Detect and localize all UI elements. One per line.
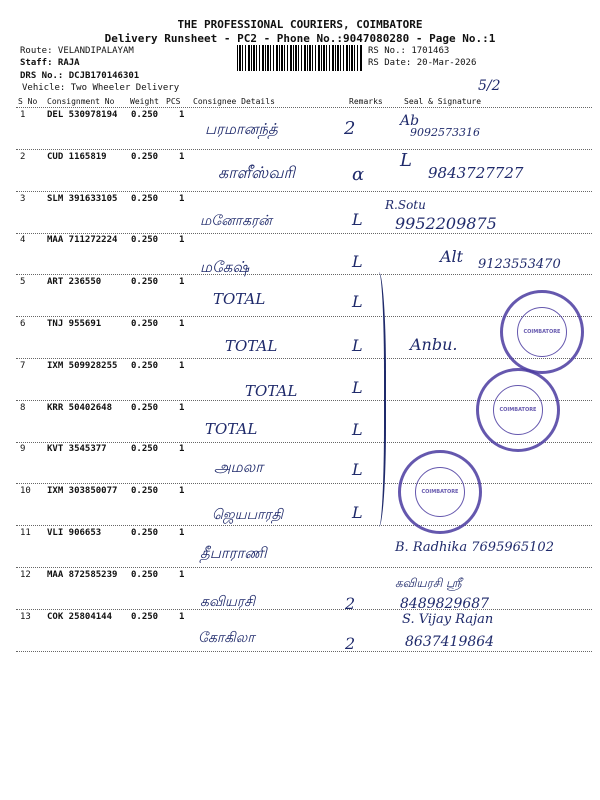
row-pcs: 1: [179, 444, 185, 454]
row-consignment-no: CUD 1165819: [47, 152, 107, 162]
rs-date: RS Date: 20-Mar-2026: [368, 58, 477, 68]
remark-10: L: [352, 503, 363, 522]
consignee-hand-5: TOTAL: [213, 290, 266, 308]
row-pcs: 1: [179, 152, 185, 162]
row-consignment-no: KRR 50402648: [47, 403, 113, 413]
vehicle-label: Vehicle: Two Wheeler Delivery: [22, 83, 180, 93]
row-weight: 0.250: [131, 528, 159, 538]
remark-1: 2: [344, 118, 356, 139]
row-pcs: 1: [179, 194, 185, 204]
handwritten-brace: [368, 272, 386, 527]
handwritten-note: 5/2: [478, 78, 501, 94]
row-sno: 11: [20, 528, 31, 538]
signature-scribble-1: Ab: [400, 113, 420, 129]
seal-inner: COIMBATORE: [517, 307, 567, 357]
seal-inner: COIMBATORE: [493, 385, 543, 435]
col-remarks: Remarks: [349, 97, 383, 106]
signature-phone-1: 9092573316: [410, 126, 480, 139]
signature-13: 8637419864: [405, 634, 495, 650]
col-consignee: Consignee Details: [193, 97, 275, 106]
consignee-hand-11: தீபாராணி: [200, 544, 267, 562]
row-pcs: 1: [179, 235, 185, 245]
row-weight: 0.250: [131, 444, 159, 454]
signature-scribble-6: Anbu.: [410, 335, 458, 354]
row-sno: 13: [20, 612, 31, 622]
company-seal-1: [500, 290, 584, 374]
company-seal-2: [476, 368, 560, 452]
signature-12: 8489829687: [400, 596, 490, 612]
row-weight: 0.250: [131, 194, 159, 204]
consignee-hand-6: TOTAL: [225, 337, 278, 355]
remark-2: α: [352, 164, 365, 185]
row-divider: [16, 274, 592, 275]
route-label: Route: VELANDIPALAYAM: [20, 46, 134, 56]
consignee-hand-1: பரமானந்த்: [205, 120, 278, 138]
header-divider: [16, 107, 592, 108]
row-divider: [16, 525, 592, 526]
row-weight: 0.250: [131, 486, 159, 496]
row-divider: [16, 233, 592, 234]
row-sno: 6: [20, 319, 26, 329]
col-sno: S No: [18, 97, 38, 106]
remark-5: L: [352, 292, 363, 311]
seal-inner: COIMBATORE: [415, 467, 465, 517]
row-sno: 3: [20, 194, 26, 204]
row-divider: [16, 358, 592, 359]
rs-number: RS No.: 1701463: [368, 46, 450, 56]
row-sno: 4: [20, 235, 26, 245]
row-divider: [16, 609, 592, 610]
row-divider: [16, 149, 592, 150]
row-pcs: 1: [179, 528, 185, 538]
signature-scribble-3: R.Sotu: [385, 198, 426, 212]
row-sno: 9: [20, 444, 26, 454]
drs-label: DRS No.: DCJB170146301: [20, 71, 140, 81]
row-consignment-no: COK 25804144: [47, 612, 113, 622]
remark-7: L: [352, 378, 363, 397]
consignee-hand-12: கவியரசி: [200, 594, 256, 610]
row-consignment-no: DEL 530978194: [47, 110, 118, 120]
row-weight: 0.250: [131, 152, 159, 162]
row-consignment-no: TNJ 955691: [47, 319, 102, 329]
signature-scribble-12: கவியரசி ஸ்ரீ: [395, 576, 462, 590]
remark-13: 2: [345, 634, 356, 653]
row-consignment-no: IXM 303850077: [47, 486, 118, 496]
row-divider: [16, 191, 592, 192]
row-weight: 0.250: [131, 277, 159, 287]
barcode: [237, 45, 363, 71]
col-weight: Weight: [130, 97, 159, 106]
row-weight: 0.250: [131, 235, 159, 245]
consignee-hand-13: கோகிலா: [198, 630, 255, 646]
row-pcs: 1: [179, 612, 185, 622]
row-sno: 10: [20, 486, 31, 496]
row-divider: [16, 651, 592, 652]
company-seal-3: [398, 450, 482, 534]
signature-scribble-2: L: [400, 150, 412, 171]
col-seal-signature: Seal & Signature: [404, 97, 482, 106]
row-pcs: 1: [179, 361, 185, 371]
company-title: THE PROFESSIONAL COURIERS, COIMBATORE: [177, 18, 423, 31]
row-weight: 0.250: [131, 612, 159, 622]
row-weight: 0.250: [131, 361, 159, 371]
row-weight: 0.250: [131, 403, 159, 413]
signature-phone-2: 9843727727: [428, 164, 524, 182]
row-sno: 7: [20, 361, 26, 371]
row-pcs: 1: [179, 110, 185, 120]
remark-9: L: [352, 460, 363, 479]
consignee-hand-9: அமலா: [214, 458, 264, 476]
row-pcs: 1: [179, 403, 185, 413]
row-consignment-no: ART 236550: [47, 277, 102, 287]
row-sno: 2: [20, 152, 26, 162]
col-pcs: PCS: [166, 97, 181, 106]
row-consignment-no: MAA 711272224: [47, 235, 118, 245]
row-pcs: 1: [179, 570, 185, 580]
signature-scribble-4: Alt: [440, 247, 464, 266]
runsheet-subtitle: Delivery Runsheet - PC2 - Phone No.:9047080280 - Page No.:1: [104, 32, 496, 45]
consignee-hand-2: காளீஸ்வரி: [218, 163, 296, 182]
row-weight: 0.250: [131, 319, 159, 329]
staff-label: Staff: RAJA: [20, 58, 80, 68]
row-divider: [16, 567, 592, 568]
remark-6: L: [352, 336, 363, 355]
signature-phone-4: 9123553470: [478, 257, 561, 272]
row-consignment-no: VLI 906653: [47, 528, 102, 538]
consignee-hand-3: மனோகரன்: [200, 213, 272, 229]
row-consignment-no: KVT 3545377: [47, 444, 107, 454]
row-divider: [16, 483, 592, 484]
row-consignment-no: MAA 872585239: [47, 570, 118, 580]
col-consignment: Consignment No: [47, 97, 115, 106]
row-pcs: 1: [179, 486, 185, 496]
signature-11: B. Radhika 7695965102: [395, 540, 554, 555]
remark-12: 2: [345, 594, 356, 613]
row-consignment-no: IXM 509928255: [47, 361, 118, 371]
row-consignment-no: SLM 391633105: [47, 194, 118, 204]
remark-8: L: [352, 420, 363, 439]
row-pcs: 1: [179, 277, 185, 287]
consignee-hand-7: TOTAL: [245, 382, 298, 400]
remark-3: L: [352, 210, 363, 229]
row-sno: 12: [20, 570, 31, 580]
signature-13-name: S. Vijay Rajan: [402, 612, 494, 627]
row-sno: 1: [20, 110, 26, 120]
row-weight: 0.250: [131, 570, 159, 580]
consignee-hand-4: மகேஷ்: [200, 258, 250, 276]
row-pcs: 1: [179, 319, 185, 329]
signature-phone-3: 9952209875: [395, 214, 497, 233]
consignee-hand-10: ஜெயபாரதி: [212, 507, 284, 523]
row-weight: 0.250: [131, 110, 159, 120]
row-sno: 5: [20, 277, 26, 287]
row-sno: 8: [20, 403, 26, 413]
remark-4: L: [352, 252, 363, 271]
consignee-hand-8: TOTAL: [205, 420, 258, 438]
